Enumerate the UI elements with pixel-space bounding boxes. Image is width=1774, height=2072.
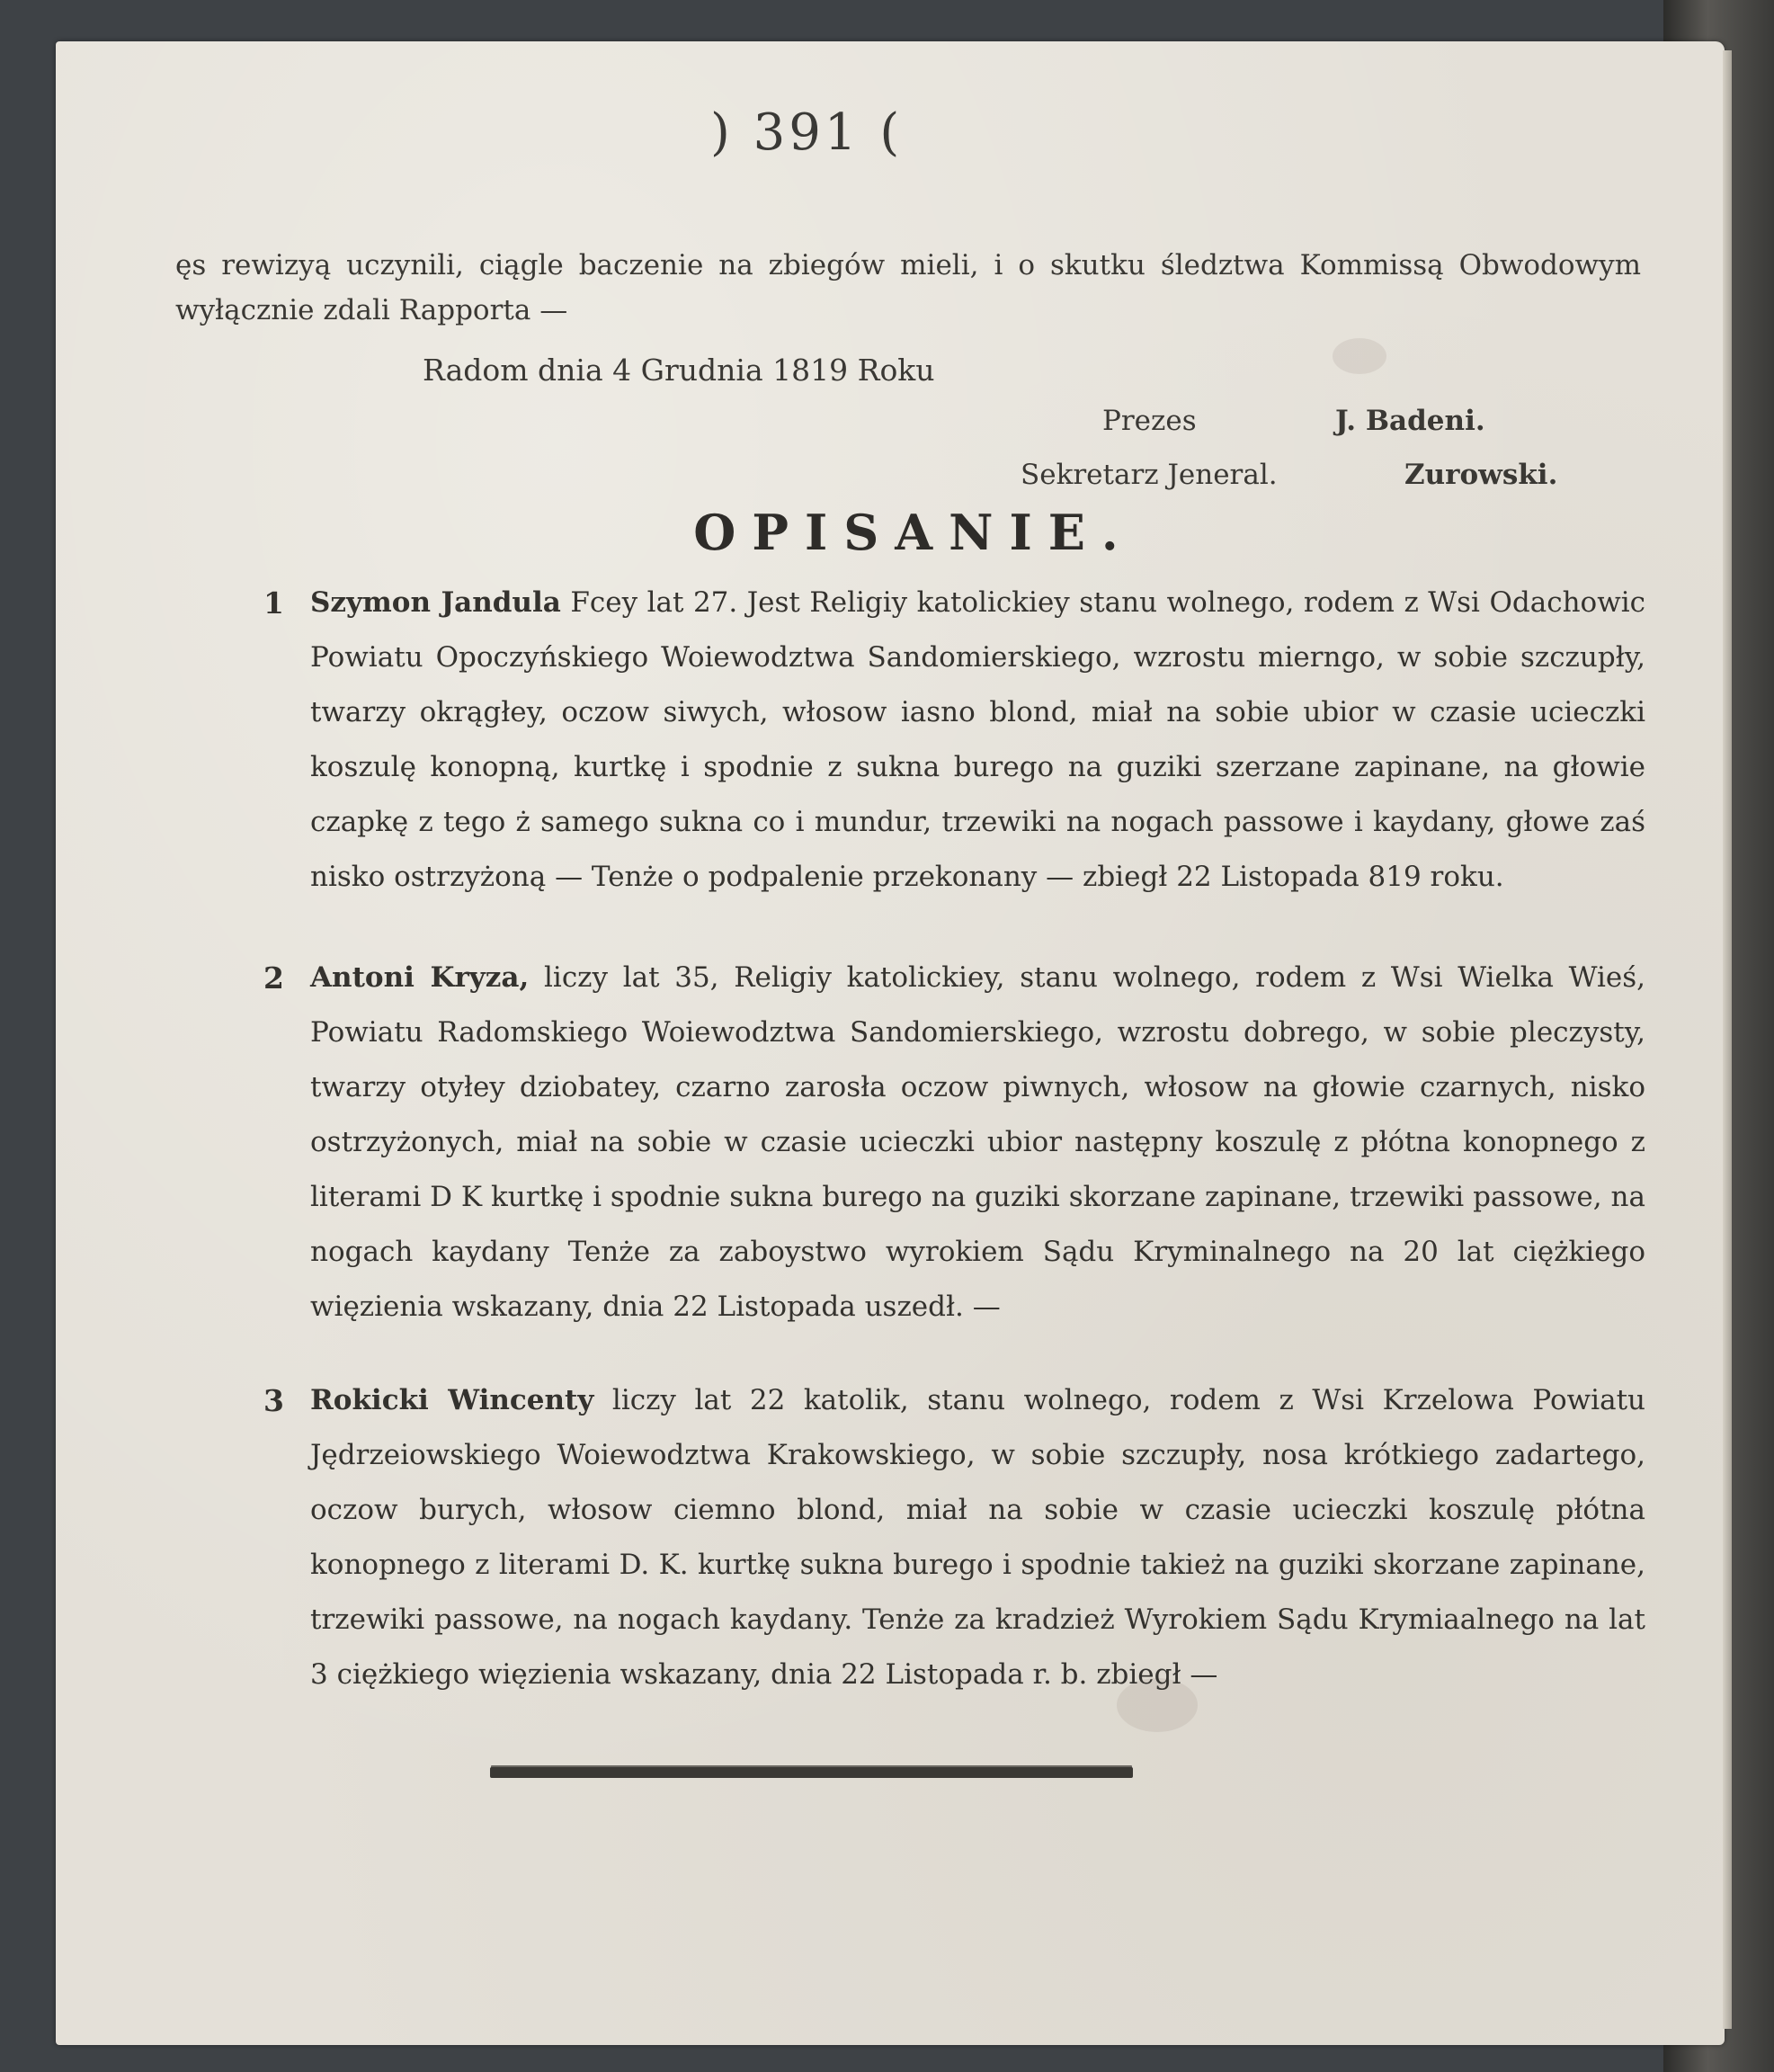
page-number: ) 391 ( — [710, 103, 904, 162]
description-entry-3 — [263, 1373, 1645, 1702]
entry-number: 2 — [263, 960, 284, 996]
entry-person-name: Rokicki Wincenty — [310, 1384, 594, 1416]
entry-text: liczy lat 22 katolik, stanu wolnego, rodem z Wsi Krzelowa Powiatu Jędrzeiowskiego Woiewodztwa Krakowskiego, w sobie szczupły, nosa krótkiego zadartego, oczow burych, włosow ciemno blond, miał na sobie w czasie ucieczki koszulę płótna konopnego z literami D. K. kurtkę sukna burego i spodnie takież na guziki skorzane zapinane, trzewiki passowe, na nogach kaydany. Tenże za kradzież Wyrokiem Sądu Krymiaalnego na lat 3 ciężkiego więzienia wskazany, dnia 22 Listopada r. b. zbiegł — — [310, 1384, 1645, 1691]
paper-stain — [1333, 338, 1386, 374]
secretary-name: Zurowski. — [1404, 459, 1558, 491]
president-name: J. Badeni. — [1335, 405, 1485, 437]
signature-secretary-row — [0, 459, 1774, 504]
entry-person-name: Antoni Kryza, — [310, 961, 530, 994]
signature-president-row — [0, 405, 1774, 450]
entry-text: liczy lat 35, Religiy katolickiey, stanu wolnego, rodem z Wsi Wielka Wieś, Powiatu Radomskiego Woiewodztwa Sandomierskiego, wzrostu dobrego, w sobie pleczysty, twarzy otyłey dziobatey, czarno zarosła oczow piwnych, włosow na głowie czarnych, nisko ostrzyżonych, miał na sobie w czasie ucieczki ubior następny koszulę z płótna konopnego z literami D K kurtkę i spodnie sukna burego na guziki skorzane zapinane, trzewiki passowe, na nogach kaydany Tenże za zaboystwo wyrokiem Sądu Kryminalnego na 20 lat ciężkiego więzienia wskazany, dnia 22 Listopada uszedł. — — [310, 961, 1646, 1323]
decorative-rule — [490, 1767, 1133, 1778]
entry-number: 3 — [263, 1383, 284, 1418]
intro-paragraph: ęs rewizyą uczynili, ciągle baczenie na zbiegów mieli, i o skutku śledztwa Kommissą Obwodowym wyłącznie zdali Rapporta — — [175, 249, 1641, 326]
page-edge — [1723, 50, 1732, 2029]
description-entry-2 — [263, 951, 1646, 1335]
entry-text: Fcey lat 27. Jest Religiy katolickiey stanu wolnego, rodem z Wsi Odachowic Powiatu Opoczyńskiego Woiewodztwa Sandomierskiego, wzrostu mierngo, w sobie szczupły, twarzy okrągłey, oczow siwych, włosow iasno blond, miał na sobie ubior w czasie ucieczki koszulę konopną, kurtkę i spodnie z sukna burego na guziki szerzane zapinane, na głowie czapkę z tego ż samego sukna co i mundur, trzewiki na nogach passowe i kaydany, głowe zaś nisko ostrzyżoną — Tenże o podpalenie przekonany — zbiegł 22 Listopada 819 roku. — [310, 586, 1646, 893]
entry-person-name: Szymon Jandula — [310, 586, 561, 619]
description-entry-1 — [263, 576, 1646, 905]
section-heading: OPISANIE. — [693, 504, 1135, 561]
dateline: Radom dnia 4 Grudnia 1819 Roku — [423, 353, 935, 388]
entry-number: 1 — [263, 585, 284, 621]
secretary-title: Sekretarz Jeneral. — [1021, 459, 1278, 491]
president-title: Prezes — [1102, 405, 1197, 437]
